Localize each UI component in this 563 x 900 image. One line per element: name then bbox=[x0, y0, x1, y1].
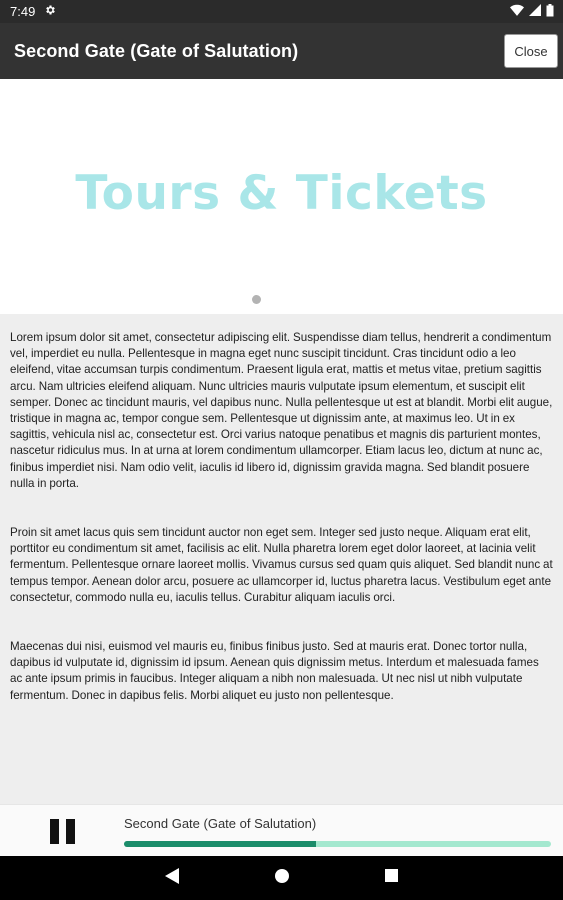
track-title: Second Gate (Gate of Salutation) bbox=[124, 816, 317, 831]
status-time: 7:49 bbox=[10, 4, 36, 19]
signal-icon bbox=[529, 4, 541, 19]
close-button[interactable]: Close bbox=[504, 34, 558, 68]
back-icon[interactable] bbox=[165, 868, 179, 889]
recents-icon[interactable] bbox=[385, 869, 398, 887]
progress-bar-fill bbox=[124, 841, 316, 847]
progress-bar[interactable] bbox=[124, 841, 551, 847]
audio-player bbox=[0, 804, 563, 856]
description-paragraph: Lorem ipsum dolor sit amet, consectetur adipiscing elit. Suspendisse diam tellus, hendrerit a condimentum vel, imperdiet eu nulla. Pellentesque in magna eget nunc suscipit tincidunt. Cras tincidunt odio a leo eleifend, vitae accumsan turpis condimentum. Praesent ligula erat, mattis et metus vitae, pretium sagittis arcu. Nam ultricies eleifend aliquam. Nunc ultricies mauris vulputate ipsum elementum, et suscipit elit semper. Donec ac tincidunt mauris, vel dapibus nunc. Nulla pellentesque ut est at blandit. Morbi elit augue, tristique in magna ac, tempor congue sem. Pellentesque ut dignissim ante, at maximus leo. Ut in ex sagittis, vehicula nisl ac, consectetur est. Orci varius natoque penatibus et magnis dis parturient montes, nascetur ridiculus mus. In at urna at lorem condimentum ullamcorper. Etiam lacus leo, dictum at nunc ac, finibus imperdiet nisi. Nam odio velit, iaculis id libero id, dignissim gravida magna. Sed blandit posuere nulla in porta. bbox=[10, 331, 553, 490]
pause-icon[interactable] bbox=[50, 819, 75, 844]
app-bar bbox=[0, 23, 563, 79]
description-paragraph: Maecenas dui nisi, euismod vel mauris eu, finibus finibus justo. Sed at mauris erat. Donec tortor nulla, dapibus id vulputate id, dignissim id ipsum. Aenean quis dignissim metus. Interdum et malesuada fames ac ante ipsum primis in faucibus. Integer aliquam a nibh non malesuada. Ut nec nisl ut nibh vulputate fermentum. Donec in dapibus felis. Morbi aliquet eu justo non pellentesque. bbox=[10, 640, 539, 702]
description-scroll[interactable] bbox=[0, 314, 563, 804]
home-icon[interactable] bbox=[275, 869, 289, 888]
page-title: Second Gate (Gate of Salutation) bbox=[14, 40, 299, 61]
image-carousel[interactable] bbox=[0, 79, 563, 314]
wifi-icon bbox=[510, 4, 524, 19]
status-bar bbox=[0, 0, 563, 23]
settings-icon bbox=[44, 4, 56, 19]
carousel-page-indicator bbox=[252, 295, 261, 304]
description-paragraph: Proin sit amet lacus quis sem tincidunt auctor non eget sem. Integer sed justo neque. Aliquam erat elit, porttitor eu condimentum sit amet, facilisis ac elit. Nulla pharetra lorem eget dolor laoreet, at lacinia velit fermentum. Pellentesque ornare laoreet mollis. Vivamus cursus sed quam quis aliquet. Sed blandit nunc at tempus tempor. Aenean dolor arcu, posuere ac ullamcorper id, luctus pharetra lacus. Vestibulum eget ante consectetur, commodo nulla eu, iaculis tellus. Curabitur aliquam iaculis orci. bbox=[10, 526, 553, 604]
battery-icon bbox=[546, 4, 554, 20]
system-nav-bar bbox=[0, 856, 563, 900]
tours-tickets-logo: Tours & Tickets bbox=[75, 166, 488, 221]
